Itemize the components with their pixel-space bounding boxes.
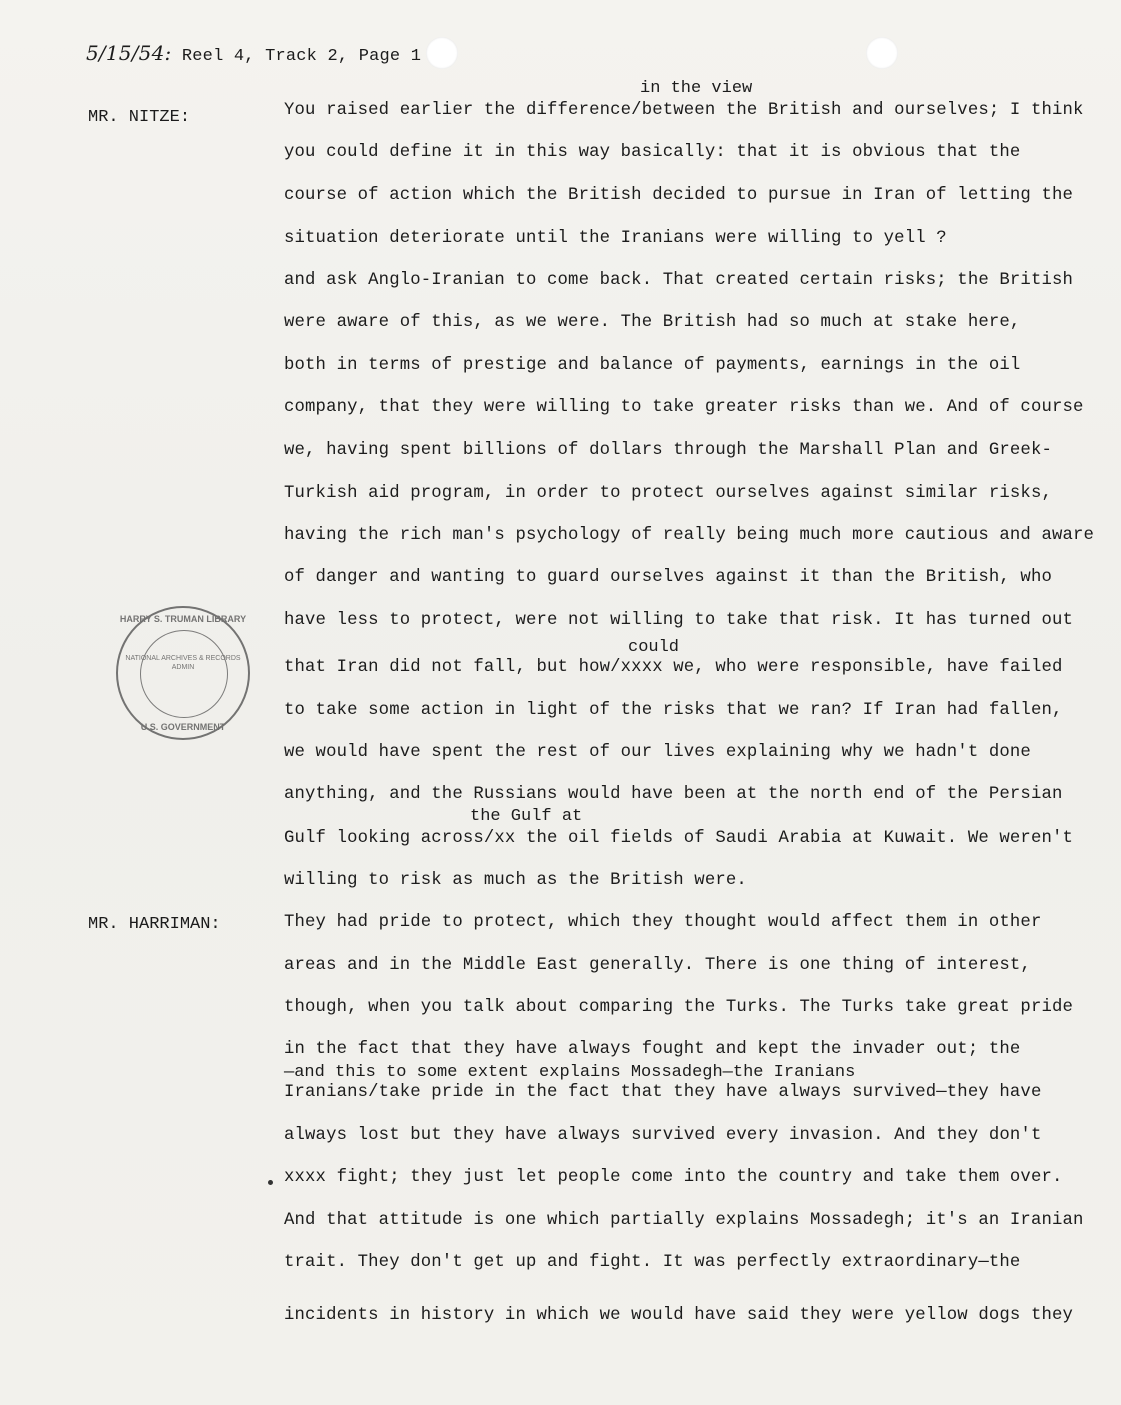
transcript-line: having the rich man's psychology of really being much more cautious and aware <box>284 526 1095 545</box>
transcript-line: and ask Anglo-Iranian to come back. That created certain risks; the British <box>284 271 1074 290</box>
archive-stamp <box>116 606 250 740</box>
punch-hole <box>866 37 898 69</box>
transcript-line: though, when you talk about comparing the Turks. The Turks take great pride <box>284 998 1074 1017</box>
insert-could: could <box>628 638 680 657</box>
header-date: 5/15/54: <box>86 41 172 65</box>
transcript-line: anything, and the Russians would have been at the north end of the Persian <box>284 785 1063 804</box>
stamp-bottom-text: U.S. GOVERNMENT <box>140 722 226 732</box>
insert-the-gulf-at: the Gulf at <box>470 807 583 826</box>
transcript-line: in the fact that they have always fought and kept the invader out; the <box>284 1040 1021 1059</box>
transcript-line: trait. They don't get up and fight. It was perfectly extraordinary—the <box>284 1253 1021 1272</box>
transcript-line: were aware of this, as we were. The British had so much at stake here, <box>284 313 1021 332</box>
transcript-line: Turkish aid program, in order to protect ourselves against similar risks, <box>284 484 1052 503</box>
punch-hole <box>426 37 458 69</box>
transcript-line: that Iran did not fall, but how/xxxx we, who were responsible, have failed <box>284 658 1063 677</box>
transcript-line: Gulf looking across/xx the oil fields of Saudi Arabia at Kuwait. We weren't <box>284 829 1074 848</box>
transcript-line: xxxx fight; they just let people come into the country and take them over. <box>284 1168 1063 1187</box>
speaker-label-harriman: MR. HARRIMAN: <box>88 915 221 934</box>
transcript-line: areas and in the Middle East generally. There is one thing of interest, <box>284 956 1031 975</box>
transcript-line: company, that they were willing to take greater risks than we. And of course <box>284 398 1084 417</box>
stamp-center-text: NATIONAL ARCHIVES & RECORDS ADMIN <box>125 655 241 671</box>
transcript-line: always lost but they have always survived every invasion. And they don't <box>284 1126 1042 1145</box>
transcript-line: you could define it in this way basically: that it is obvious that the <box>284 143 1021 162</box>
insert-in-the-view: in the view <box>640 79 753 98</box>
transcript-line: of danger and wanting to guard ourselves against it than the British, who <box>284 568 1052 587</box>
margin-dot <box>268 1180 273 1185</box>
transcript-line: course of action which the British decided to pursue in Iran of letting the <box>284 186 1074 205</box>
transcript-line: incidents in history in which we would have said they were yellow dogs they <box>284 1306 1074 1325</box>
stamp-inner-ring <box>140 630 228 718</box>
stamp-top-text: HARRY S. TRUMAN LIBRARY <box>119 614 247 624</box>
transcript-line: Iranians/take pride in the fact that they have always survived—they have <box>284 1083 1042 1102</box>
transcript-line: both in terms of prestige and balance of payments, earnings in the oil <box>284 356 1021 375</box>
speaker-label-nitze: MR. NITZE: <box>88 108 191 127</box>
transcript-line: we would have spent the rest of our lives explaining why we hadn't done <box>284 743 1031 762</box>
transcript-line: willing to risk as much as the British were. <box>284 871 747 890</box>
transcript-line: You raised earlier the difference/between the British and ourselves; I think <box>284 101 1084 120</box>
insert-mossadegh: —and this to some extent explains Mossadegh—the Iranians <box>284 1063 856 1082</box>
transcript-line: to take some action in light of the risks that we ran? If Iran had fallen, <box>284 701 1063 720</box>
transcript-line: They had pride to protect, which they thought would affect them in other <box>284 913 1042 932</box>
header-reel-track-page: Reel 4, Track 2, Page 1 <box>181 47 422 66</box>
transcript-line: have less to protect, were not willing to take that risk. It has turned out <box>284 611 1074 630</box>
page-header <box>86 41 421 66</box>
transcript-line: And that attitude is one which partially explains Mossadegh; it's an Iranian <box>284 1211 1084 1230</box>
transcript-line: situation deteriorate until the Iranians were willing to yell ? <box>284 229 947 248</box>
transcript-line: we, having spent billions of dollars through the Marshall Plan and Greek- <box>284 441 1052 460</box>
